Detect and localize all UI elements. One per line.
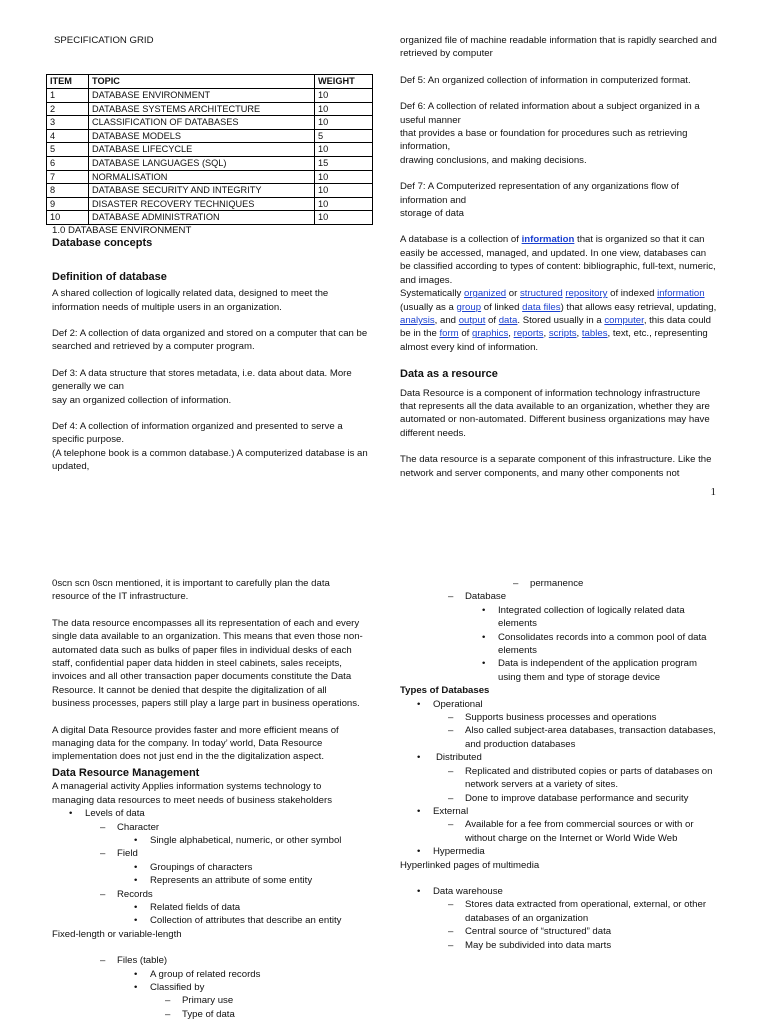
table-row xyxy=(47,197,373,211)
link-tables[interactable]: tables xyxy=(581,328,608,340)
text: , and xyxy=(434,314,459,326)
item-cell: 9 xyxy=(47,197,89,211)
weight-cell: 10 xyxy=(315,170,373,184)
text: . Stored usually in a xyxy=(517,314,605,326)
database-list xyxy=(400,577,718,684)
list-item: • Hypermedia xyxy=(400,845,718,858)
text: or xyxy=(506,288,520,300)
table-row xyxy=(47,89,373,103)
collection-paragraph xyxy=(400,233,718,354)
table-row xyxy=(47,156,373,170)
weight-cell: 10 xyxy=(315,197,373,211)
link-analysis[interactable]: analysis xyxy=(400,314,435,326)
def-4b: (A telephone book is a common database.) A computerized database is an updated, xyxy=(52,447,368,473)
def-6c: drawing conclusions, and making decisions. xyxy=(400,154,587,166)
text: that is organized so that it can easily be accessed, managed, and updated. In one view, databases can be classified according to types of content: bibliographic, full-text, numeric, and images. xyxy=(400,234,716,286)
topic-cell: DATABASE MODELS xyxy=(89,129,315,143)
table-row xyxy=(47,184,373,198)
link-data-files[interactable]: data files xyxy=(522,301,561,313)
list-item: • Distributed xyxy=(400,751,718,764)
list-item: • Represents an attribute of some entity xyxy=(52,874,364,887)
item-cell: 2 xyxy=(47,102,89,116)
list-item: – Character xyxy=(52,821,364,834)
resource-paragraph: The data resource encompasses all its representation of each and every single data available to an organization. This means that even those non-automated data such as bulks of paper files in individual desks of each staff, confidential paper data hidden in steel cabinets, sales receipts, invoices and all other transaction paper documents constitute the Data Resource. It cannot be denied that despite the digitalization of all business processes, papers still play a large part in business operations. xyxy=(52,617,363,710)
list-item: • Levels of data xyxy=(52,807,364,820)
hypermedia-text: Hyperlinked pages of multimedia xyxy=(400,859,540,871)
list-item: • External xyxy=(400,805,718,818)
link-structured[interactable]: structured xyxy=(520,288,563,300)
section-title: 1.0 DATABASE ENVIRONMENT xyxy=(52,224,192,236)
table-row xyxy=(47,116,373,130)
list-item: – Available for a fee from commercial sources or with or without charge on the Internet or World Wide Web xyxy=(400,818,718,845)
list-item: – Primary use xyxy=(52,994,364,1007)
list-item: • A group of related records xyxy=(52,968,364,981)
topic-cell: DATABASE LANGUAGES (SQL) xyxy=(89,156,315,170)
link-organized[interactable]: organized xyxy=(463,288,507,300)
table-row xyxy=(47,143,373,157)
topic-cell: DATABASE LIFECYCLE xyxy=(89,143,315,157)
page2-right-column xyxy=(400,577,718,952)
list-item: • Related fields of data xyxy=(52,901,364,914)
item-cell: 4 xyxy=(47,129,89,143)
list-item: – Also called subject-area databases, transaction databases, and production databases xyxy=(400,724,718,751)
list-item: • Collection of attributes that describe an entity xyxy=(52,914,364,927)
col-weight-header: WEIGHT xyxy=(315,75,373,89)
topic-cell: DATABASE SYSTEMS ARCHITECTURE xyxy=(89,102,315,116)
item-cell: 7 xyxy=(47,170,89,184)
text: , xyxy=(543,328,549,340)
page2-left-column xyxy=(52,577,364,1021)
definition-heading: Definition of database xyxy=(52,270,167,283)
continued-text: organized file of machine readable information that is rapidly searched and retrieved by computer xyxy=(400,35,717,60)
warehouse-list xyxy=(400,885,718,952)
def-6b: that provides a base or foundation for procedures such as retrieving information, xyxy=(400,128,688,153)
page-number: 1 xyxy=(710,486,716,498)
table-row xyxy=(47,102,373,116)
def-5: Def 5: An organized collection of information in computerized format. xyxy=(400,74,691,86)
weight-cell: 10 xyxy=(315,89,373,103)
topic-cell: DISASTER RECOVERY TECHNIQUES xyxy=(89,197,315,211)
page1-left-column xyxy=(52,34,372,474)
def-7a: Def 7: A Computerized representation of any organizations flow of information and xyxy=(400,181,679,206)
text: ) that allows easy retrieval, updating, xyxy=(560,301,717,313)
weight-cell: 15 xyxy=(315,156,373,170)
link-output[interactable]: output xyxy=(458,314,486,326)
link-graphics[interactable]: graphics xyxy=(472,328,509,340)
list-item: – Database xyxy=(400,590,718,603)
digital-resource-paragraph: A digital Data Resource provides faster and more efficient means of managing data for the company. In today’ world, Data Resource implementation does not just end in the the digitalization aspect. xyxy=(52,724,339,763)
page-2 xyxy=(0,568,768,1024)
list-item: • Classified by xyxy=(52,981,364,994)
list-item: – Type of data xyxy=(52,1008,364,1021)
list-item: • Data warehouse xyxy=(400,885,718,898)
types-heading: Types of Databases xyxy=(400,685,490,697)
link-data[interactable]: data xyxy=(498,314,518,326)
link-form[interactable]: form xyxy=(439,328,459,340)
list-item: • Single alphabetical, numeric, or other symbol xyxy=(52,834,364,847)
table-row xyxy=(47,129,373,143)
resource-paragraph-2: The data resource is a separate component of this infrastructure. Like the network and server components, and many other components not xyxy=(400,454,712,479)
list-item: • Data is independent of the application program using them and type of storage device xyxy=(400,657,718,684)
weight-cell: 10 xyxy=(315,116,373,130)
text: , xyxy=(508,328,514,340)
link-scripts[interactable]: scripts xyxy=(548,328,577,340)
item-cell: 8 xyxy=(47,184,89,198)
spec-grid-table xyxy=(46,74,373,225)
list-item: • Groupings of characters xyxy=(52,861,364,874)
page1-right-column xyxy=(400,34,718,480)
def-6a: Def 6: A collection of related information about a subject organized in a useful manner xyxy=(400,101,700,126)
drm-heading: Data Resource Management xyxy=(52,766,200,779)
list-item: – Done to improve database performance and security xyxy=(400,792,718,805)
levels-list xyxy=(52,807,364,928)
continued-text: 0scn scn 0scn mentioned, it is important to carefully plan the data resource of the IT infrastructure. xyxy=(52,578,330,603)
list-item: – Replicated and distributed copies or parts of databases on network servers at a variety of sites. xyxy=(400,765,718,792)
topic-cell: NORMALISATION xyxy=(89,170,315,184)
item-cell: 3 xyxy=(47,116,89,130)
def-2: Def 2: A collection of data organized and stored on a computer that can be searched and retrieved by a computer program. xyxy=(52,327,368,353)
def-4a: Def 4: A collection of information organized and presented to serve a specific purpose. xyxy=(52,421,343,446)
col-item-header: ITEM xyxy=(47,75,89,89)
table-row xyxy=(47,211,373,225)
def-1: A shared collection of logically related data, designed to meet the information needs of multiple users in an organization. xyxy=(52,288,329,313)
item-cell: 1 xyxy=(47,89,89,103)
resource-heading: Data as a resource xyxy=(400,368,498,381)
topic-cell: DATABASE ADMINISTRATION xyxy=(89,211,315,225)
text: , text, etc., representing almost every kind of information. xyxy=(400,328,708,353)
table-header-row xyxy=(47,75,373,89)
list-item: • Integrated collection of logically related data elements xyxy=(400,604,718,631)
item-cell: 6 xyxy=(47,156,89,170)
link-computer[interactable]: computer xyxy=(604,314,644,326)
link-repository[interactable]: repository xyxy=(565,288,608,300)
item-cell: 5 xyxy=(47,143,89,157)
list-item: – Central source of “structured” data xyxy=(400,925,718,938)
types-list xyxy=(400,698,718,859)
text: of xyxy=(485,314,499,326)
resource-paragraph-1: Data Resource is a component of information technology infrastructure that represents all the data available to an organization, whether they are automated or non-automated. Different business organizations may have different needs. xyxy=(400,387,710,439)
link-information-2[interactable]: information xyxy=(657,288,705,300)
link-group[interactable]: group xyxy=(456,301,482,313)
weight-cell: 5 xyxy=(315,129,373,143)
def-7b: storage of data xyxy=(400,208,465,220)
list-item: – May be subdivided into data marts xyxy=(400,939,718,952)
text: of indexed xyxy=(607,288,658,300)
def-3a: Def 3: A data structure that stores metadata, i.e. data about data. More generally we can xyxy=(52,367,352,393)
list-item: – permanence xyxy=(400,577,718,590)
text: (usually as a xyxy=(400,301,457,313)
def-3b: say an organized collection of information. xyxy=(52,394,232,406)
text: Systematically xyxy=(400,288,464,300)
item-cell: 10 xyxy=(47,211,89,225)
text: of linked xyxy=(481,301,523,313)
list-item: – Field xyxy=(52,847,364,860)
list-item: – Records xyxy=(52,888,364,901)
weight-cell: 10 xyxy=(315,102,373,116)
text: A database is a collection of xyxy=(400,234,522,246)
drm-text: A managerial activity Applies information systems technology to managing data resources to meet needs of business stakeholders xyxy=(52,781,332,806)
table-row xyxy=(47,170,373,184)
weight-cell: 10 xyxy=(315,211,373,225)
list-item: • Consolidates records into a common pool of data elements xyxy=(400,631,718,658)
text: of xyxy=(458,328,473,340)
concepts-heading: Database concepts xyxy=(52,237,153,250)
link-information[interactable]: information xyxy=(521,234,575,246)
text: , xyxy=(576,328,582,340)
weight-cell: 10 xyxy=(315,184,373,198)
topic-cell: DATABASE ENVIRONMENT xyxy=(89,89,315,103)
fixed-length-text: Fixed-length or variable-length xyxy=(52,928,182,940)
text: , this data could be in the xyxy=(400,314,712,340)
list-item: – Supports business processes and operations xyxy=(400,711,718,724)
list-item: • Operational xyxy=(400,698,718,711)
topic-cell: CLASSIFICATION OF DATABASES xyxy=(89,116,315,130)
list-item: – Files (table) xyxy=(52,954,364,967)
link-reports[interactable]: reports xyxy=(513,328,544,340)
topic-cell: DATABASE SECURITY AND INTEGRITY xyxy=(89,184,315,198)
page-gap xyxy=(0,524,768,568)
spec-grid-heading: SPECIFICATION GRID xyxy=(54,35,154,46)
list-item: – Stores data extracted from operational, external, or other databases of an organization xyxy=(400,898,718,925)
files-list xyxy=(52,954,364,1021)
weight-cell: 10 xyxy=(315,143,373,157)
col-topic-header: TOPIC xyxy=(89,75,315,89)
